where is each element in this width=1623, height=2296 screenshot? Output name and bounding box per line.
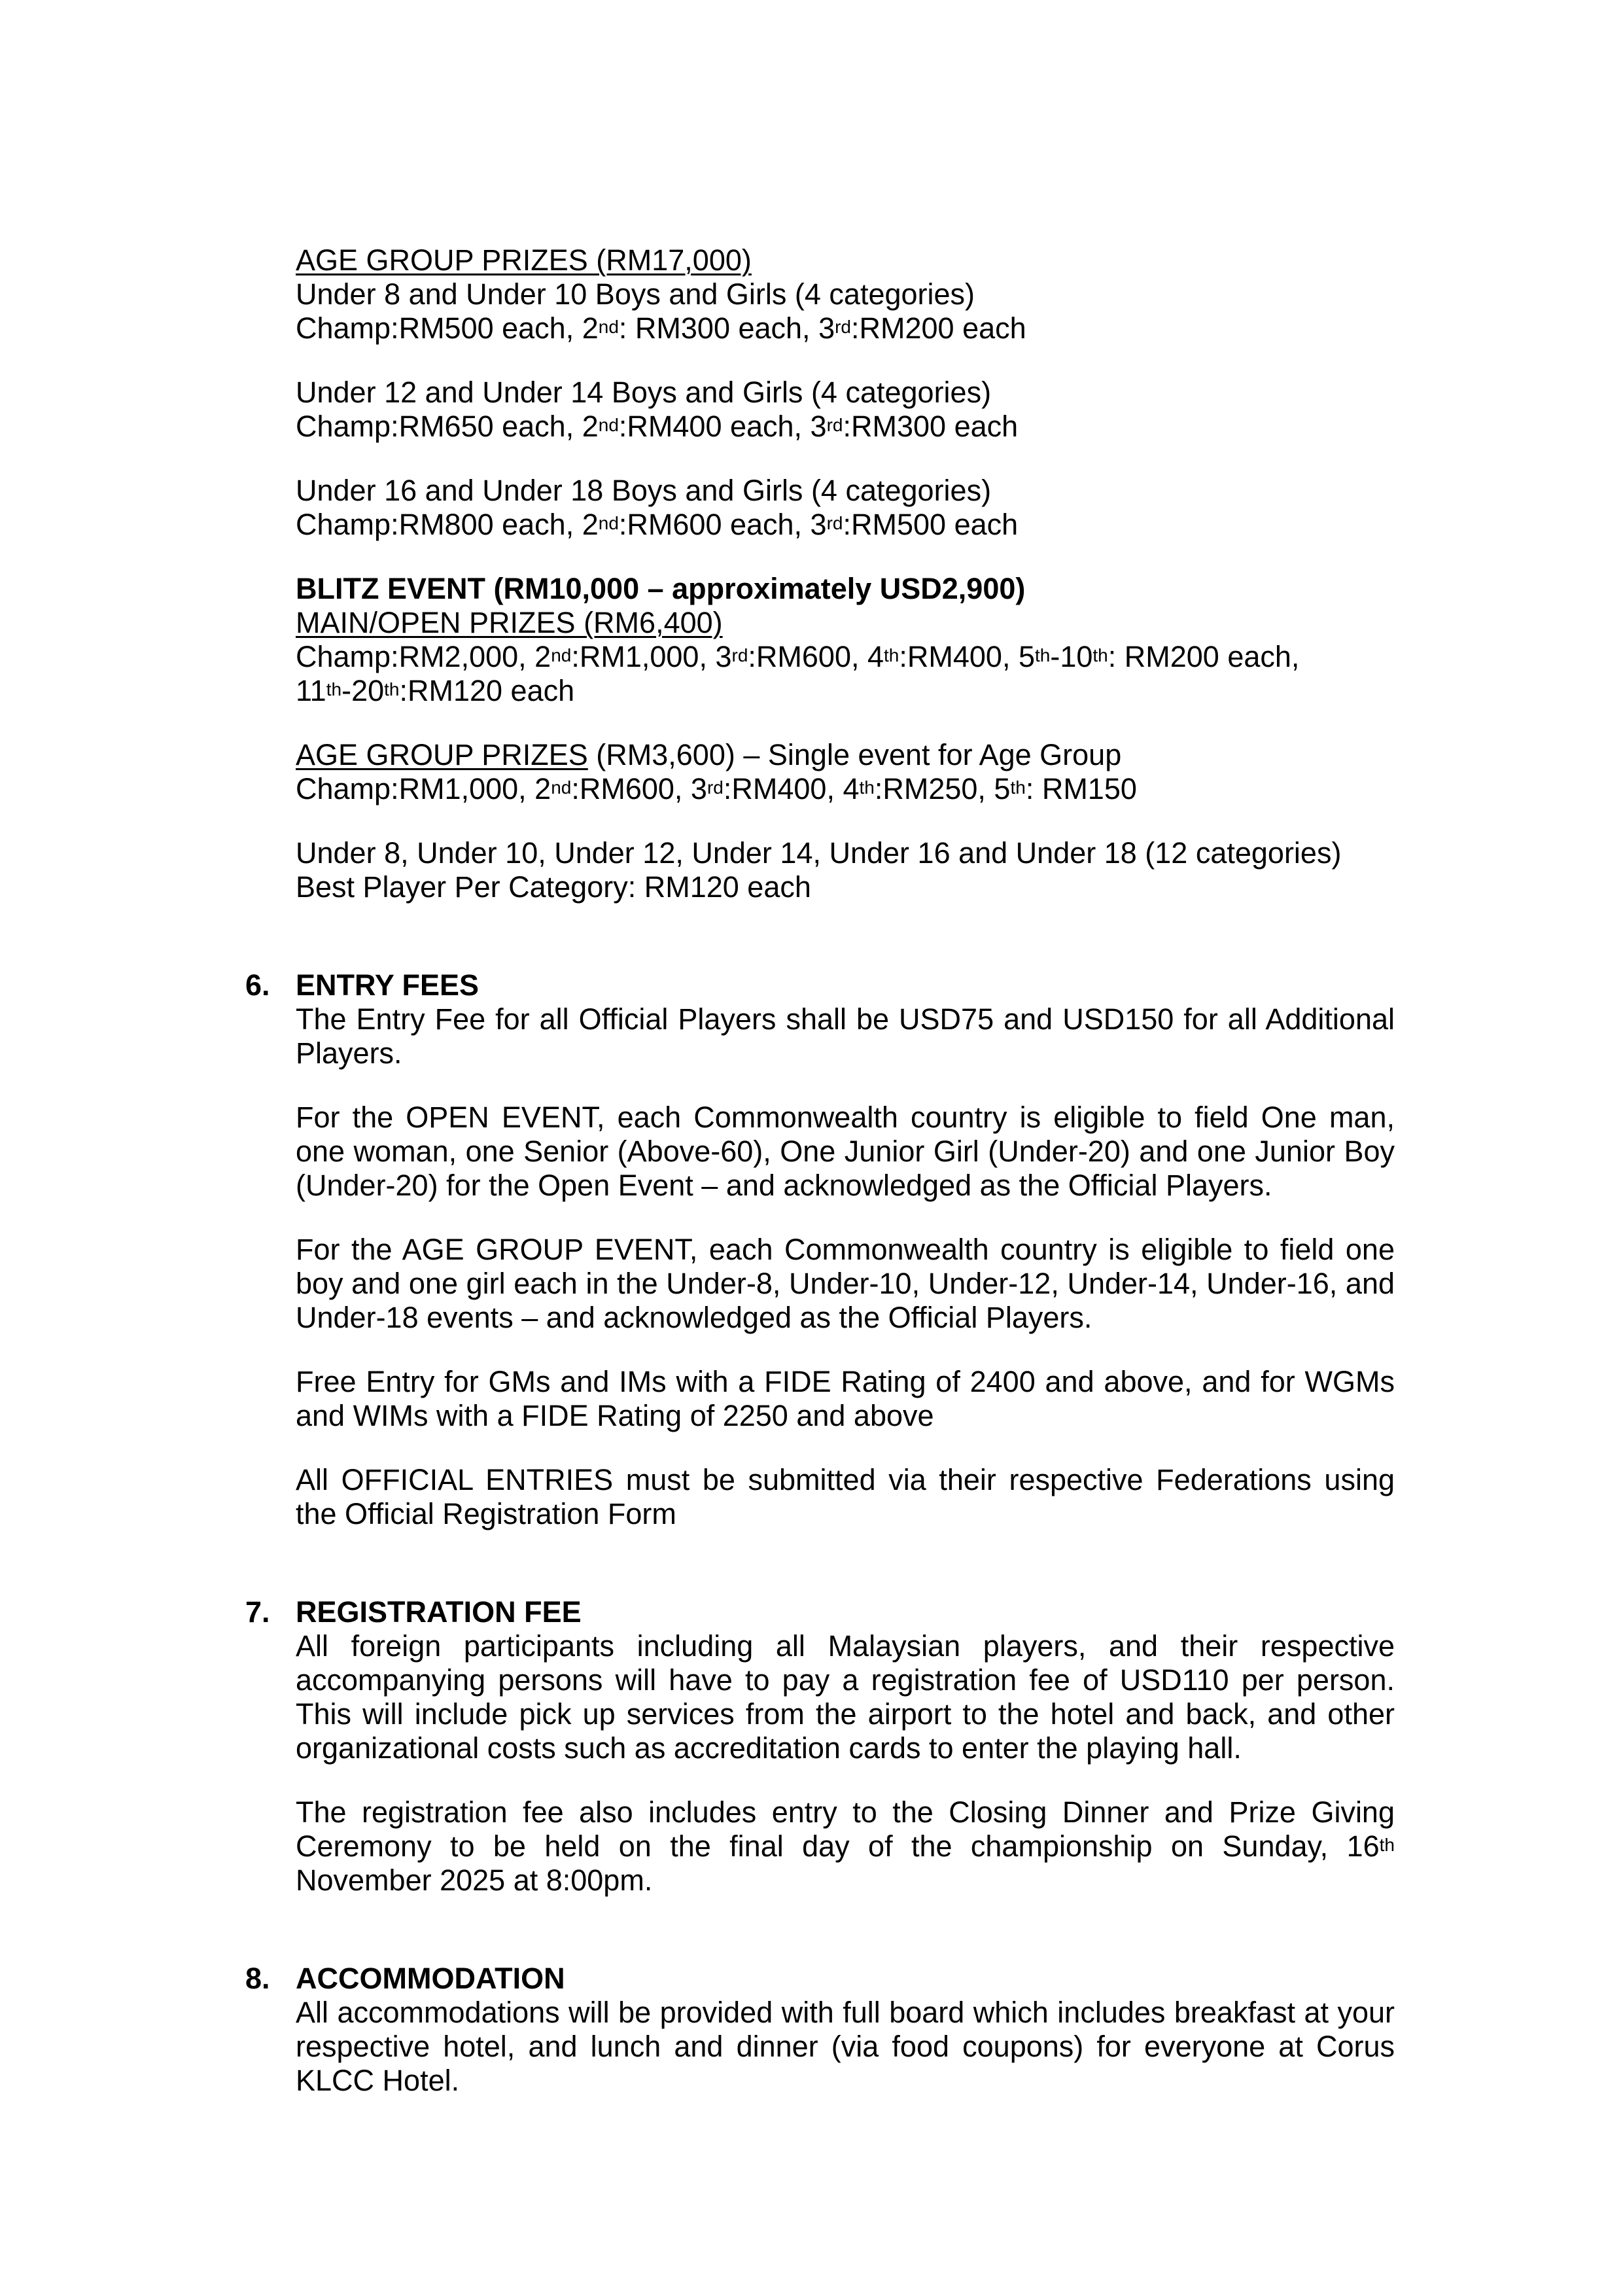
- superscript-text: nd: [551, 777, 572, 798]
- superscript-text: rd: [826, 513, 843, 534]
- text-run: All accommodations will be provided with full board which includes breakfast at your respective hotel, and lunch and dinner (via food coupons) for everyone at Corus KLCC Hotel.: [296, 1996, 1395, 2097]
- superscript-text: nd: [598, 513, 619, 534]
- text-run: Free Entry for GMs and IMs with a FIDE Rating of 2400 and above, and for WGMs and WIMs with a FIDE Rating of 2250 and above: [296, 1365, 1395, 1432]
- entry-fees-paragraph-5: [296, 1463, 1395, 1531]
- text-run: AGE GROUP PRIZES: [296, 738, 588, 771]
- superscript-text: th: [326, 679, 342, 700]
- text-line: [296, 870, 1395, 904]
- text-run: :RM600, 3: [571, 772, 707, 805]
- text-run: All foreign participants including all Malaysian players, and their respective accompanying persons will have to pay a registration fee of USD110 per person. This will include pick up services from the airport to the hotel and back, and other organizational costs such as accreditation cards to enter the playing hall.: [296, 1629, 1395, 1765]
- registration-fee-paragraph-1: [296, 1629, 1395, 1765]
- text-line: [296, 277, 1395, 311]
- text-run: Champ:RM500 each, 2: [296, 311, 599, 345]
- text-line: [296, 674, 1395, 708]
- text-line: [296, 836, 1395, 870]
- text-run: -10: [1050, 640, 1093, 673]
- text-run: : RM150: [1025, 772, 1137, 805]
- text-run: Best Player Per Category: RM120 each: [296, 870, 811, 904]
- entry-fees-section-heading: [245, 968, 1395, 1002]
- superscript-text: th: [1379, 1835, 1395, 1856]
- text-line: [296, 738, 1395, 772]
- text-run: :RM250, 5: [874, 772, 1011, 805]
- age-group-best-player-prizes: [296, 836, 1395, 904]
- superscript-text: th: [1010, 777, 1026, 798]
- text-line: [296, 376, 1395, 410]
- text-run: Champ:RM650 each, 2: [296, 410, 599, 443]
- entry-fees-paragraph-2: [296, 1101, 1395, 1203]
- section-number: 6.: [245, 968, 270, 1002]
- text-run: :RM400, 4: [723, 772, 860, 805]
- text-line: [296, 474, 1395, 508]
- text-line: [296, 772, 1395, 806]
- accommodation-section-heading: [245, 1962, 1395, 1996]
- text-line: [296, 606, 1395, 640]
- superscript-text: th: [1092, 645, 1108, 666]
- blitz-main-open-prize-breakdown: [296, 640, 1395, 708]
- text-line: [296, 243, 1395, 277]
- blitz-event-heading: [296, 572, 1395, 640]
- text-line: [296, 508, 1395, 542]
- section-number: 7.: [245, 1595, 270, 1629]
- text-run: :RM200 each: [851, 311, 1026, 345]
- section-title: REGISTRATION FEE: [296, 1595, 582, 1629]
- text-run: :RM600 each, 3: [618, 508, 827, 541]
- registration-fee-section-heading: [245, 1595, 1395, 1629]
- text-run: 11: [296, 674, 326, 707]
- blitz-age-group-prizes: [296, 738, 1395, 806]
- superscript-text: nd: [598, 415, 619, 436]
- text-run: : RM300 each, 3: [618, 311, 835, 345]
- superscript-text: th: [384, 679, 400, 700]
- text-run: : RM200 each,: [1108, 640, 1300, 673]
- text-run: Under 16 and Under 18 Boys and Girls (4 categories): [296, 474, 992, 507]
- text-run: :RM1,000, 3: [571, 640, 732, 673]
- section-number: 8.: [245, 1962, 270, 1995]
- text-run: :RM500 each: [843, 508, 1019, 541]
- text-run: BLITZ EVENT (RM10,000 – approximately USD2,900): [296, 572, 1026, 605]
- text-run: -20: [341, 674, 385, 707]
- superscript-text: rd: [731, 645, 748, 666]
- superscript-text: nd: [598, 317, 619, 338]
- text-run: November 2025 at 8:00pm.: [296, 1863, 653, 1897]
- text-run: Champ:RM2,000, 2: [296, 640, 551, 673]
- superscript-text: rd: [826, 415, 843, 436]
- text-line: [296, 311, 1395, 345]
- document-content: [245, 243, 1395, 2098]
- text-run: For the AGE GROUP EVENT, each Commonwealth country is eligible to field one boy and one girl each in the Under-8, Under-10, Under-12, Under-14, Under-16, and Under-18 events – and acknowledged as the Official Players.: [296, 1233, 1395, 1334]
- text-line: [296, 640, 1395, 674]
- text-run: MAIN/OPEN PRIZES (RM6,400): [296, 606, 723, 639]
- text-run: The registration fee also includes entry to the Closing Dinner and Prize Giving Ceremony to be held on the final day of the championship on Sunday, 16: [296, 1795, 1395, 1863]
- text-run: The Entry Fee for all Official Players shall be USD75 and USD150 for all Additional Players.: [296, 1002, 1395, 1070]
- section-title: ACCOMMODATION: [296, 1962, 565, 1995]
- entry-fees-paragraph-3: [296, 1233, 1395, 1335]
- text-run: Champ:RM1,000, 2: [296, 772, 551, 805]
- text-run: :RM120 each: [399, 674, 575, 707]
- text-line: [296, 410, 1395, 444]
- age-group-prizes-rm17000-heading: [296, 243, 1395, 277]
- superscript-text: nd: [551, 645, 572, 666]
- text-run: :RM400, 5: [899, 640, 1035, 673]
- text-run: :RM600, 4: [748, 640, 884, 673]
- text-run: Under 12 and Under 14 Boys and Girls (4 categories): [296, 376, 992, 409]
- entry-fees-paragraph-1: [296, 1002, 1395, 1070]
- text-run: For the OPEN EVENT, each Commonwealth country is eligible to field One man, one woman, one Senior (Above-60), One Junior Girl (Under-20) and one Junior Boy (Under-20) for the Open Event – and acknowledged as the Official Players.: [296, 1101, 1395, 1202]
- text-run: Under 8 and Under 10 Boys and Girls (4 categories): [296, 277, 975, 311]
- superscript-text: th: [1034, 645, 1051, 666]
- under-12-14-prizes: [296, 376, 1395, 444]
- section-title: ENTRY FEES: [296, 968, 480, 1002]
- text-run: AGE GROUP PRIZES (RM17,000): [296, 243, 752, 277]
- under-16-18-prizes: [296, 474, 1395, 542]
- text-run: All OFFICIAL ENTRIES must be submitted via their respective Federations using the Official Registration Form: [296, 1463, 1395, 1530]
- text-run: :RM300 each: [843, 410, 1019, 443]
- registration-fee-paragraph-2: [296, 1795, 1395, 1898]
- under-8-10-prizes: [296, 277, 1395, 345]
- entry-fees-paragraph-4: [296, 1365, 1395, 1433]
- superscript-text: rd: [707, 777, 724, 798]
- superscript-text: th: [859, 777, 875, 798]
- text-run: (RM3,600) – Single event for Age Group: [587, 738, 1122, 771]
- superscript-text: rd: [835, 317, 851, 338]
- text-line: [296, 572, 1395, 606]
- superscript-text: th: [884, 645, 899, 666]
- text-run: :RM400 each, 3: [618, 410, 827, 443]
- text-run: Under 8, Under 10, Under 12, Under 14, Under 16 and Under 18 (12 categories): [296, 836, 1342, 870]
- text-run: Champ:RM800 each, 2: [296, 508, 599, 541]
- accommodation-paragraph-1: [296, 1996, 1395, 2098]
